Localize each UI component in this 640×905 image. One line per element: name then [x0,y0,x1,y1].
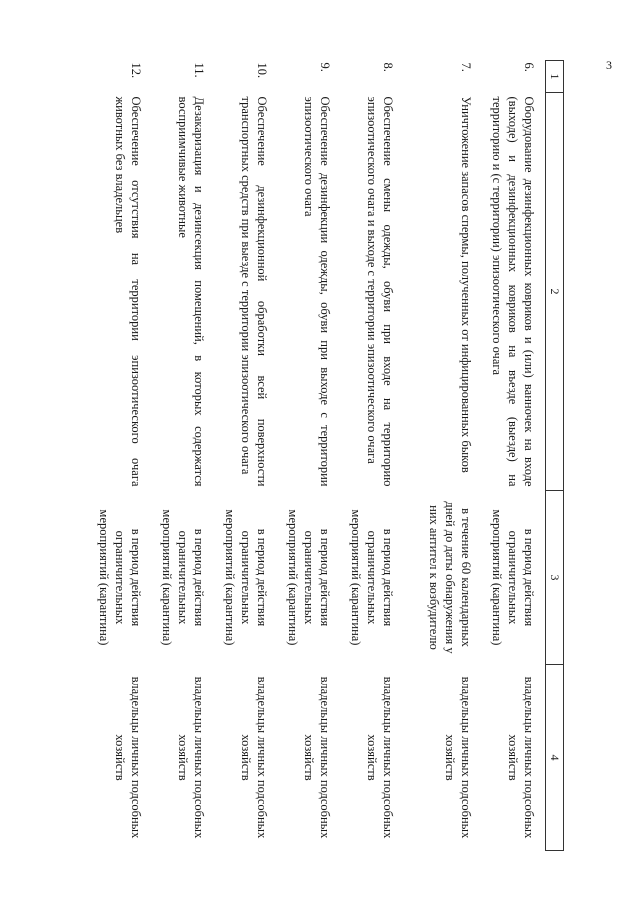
measure-text: Обеспечение дезинфекционной обработки всей поверхности транспортных средств при выезде с территории эпизоотического очага [239,96,269,487]
row-number: 11. [192,62,206,78]
term-text: в период действия ограничительных мероприятий (карантина) [490,509,536,646]
table-row [341,61,404,851]
executor-text: владельцы личных подсобных хозяйств [443,676,473,839]
executor-text: владельцы личных подсобных хозяйств [176,676,206,839]
row-number: 9. [318,62,332,72]
row-number: 8. [381,62,395,72]
term-text: в период действия ограничительных мероприятий (карантина) [160,509,206,646]
measure-text: Дезакаризация и дезинсекция помещений, в которых содержатся восприимчивые животные [176,96,206,487]
table-row [278,61,341,851]
column-header-3: 3 [546,491,564,665]
executor-text: владельцы личных подсобных хозяйств [365,676,395,839]
executor-text: владельцы личных подсобных хозяйств [302,676,332,839]
executor-text: владельцы личных подсобных хозяйств [113,676,143,839]
measure-text: Обеспечение смены одежды, обуви при входе на территорию эпизоотического очага и выходе с территории эпизоотического очага [365,96,395,487]
measure-text: Уничтожение запасов спермы, полученных от инфицированных быков [459,96,473,473]
table-row [404,61,482,851]
table-row [89,61,152,851]
executor-text: владельцы личных подсобных хозяйств [239,676,269,839]
row-number: 12. [129,62,143,79]
term-text: в период действия ограничительных мероприятий (карантина) [223,509,269,646]
table-row [482,61,546,851]
column-header-1: 1 [546,61,564,93]
executor-text: владельцы личных подсобных хозяйств [506,676,536,839]
table-row [152,61,215,851]
table-header-row [546,61,564,851]
term-text: в течение 60 календарных дней до даты обнаружения у них антител к возбудителю [427,501,473,654]
row-number: 10. [255,62,269,79]
row-number: 6. [522,62,536,72]
row-number: 7. [459,62,473,72]
column-header-2: 2 [546,93,564,491]
column-header-4: 4 [546,665,564,851]
term-text: в период действия ограничительных мероприятий (карантина) [97,509,143,646]
term-text: в период действия ограничительных мероприятий (карантина) [286,509,332,646]
rotated-table-container [97,60,564,850]
measure-text: Оборудование дезинфекционных ковриков и (или) ванночек на входе (выходе) и дезинфекционных ковриков на въезде (выезде) на территорию и (с территории) эпизоотического очага [490,96,536,487]
measure-text: Обеспечение дезинфекции одежды, обуви при выходе с территории эпизоотического очага [302,96,332,487]
measures-table [89,60,564,851]
table-row [215,61,278,851]
measure-text: Обеспечение отсутствия на территории эпизоотического очага животных без владельцев [113,96,143,487]
page-number: 3 [606,58,612,72]
term-text: в период действия ограничительных мероприятий (карантина) [349,509,395,646]
